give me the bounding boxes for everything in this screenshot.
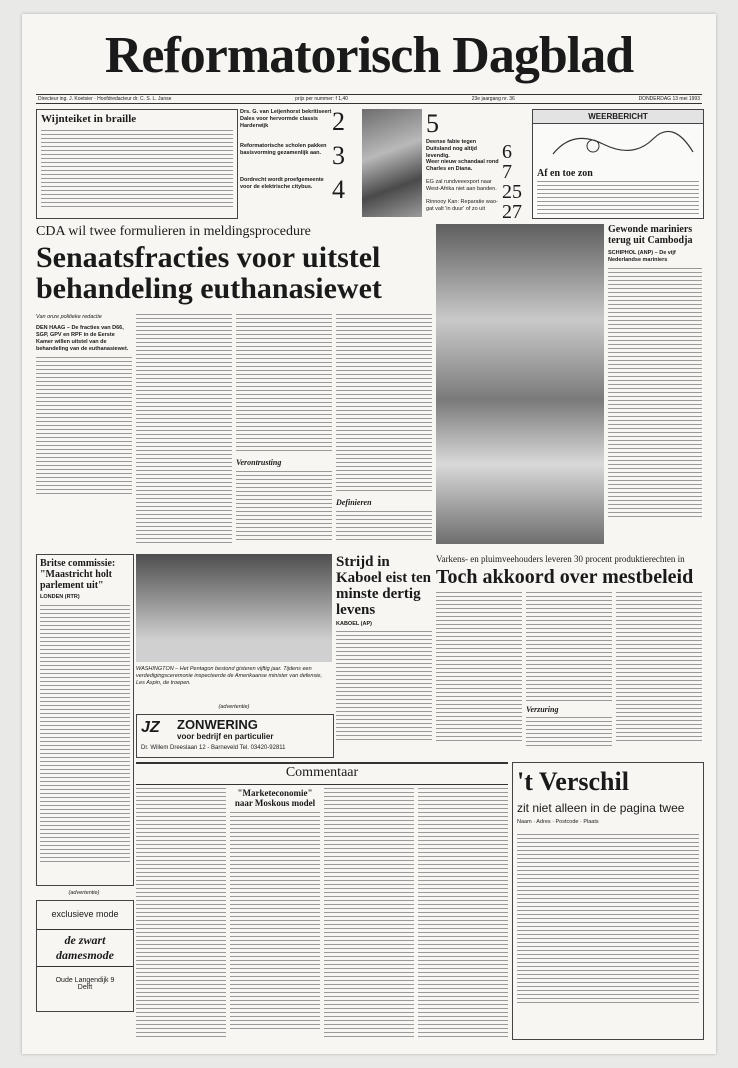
ad-label: (advertentie) (68, 890, 100, 896)
ad-verschil-line1: 't Verschil (517, 767, 629, 796)
ad-mode[interactable] (36, 900, 134, 1012)
masthead-title: Reformatorisch Dagblad (104, 27, 634, 84)
ad-zonwering-title: ZONWERING (177, 717, 258, 732)
ad-mode-address2: Delft (77, 984, 93, 991)
marines-photo (436, 224, 604, 544)
index-photo-num: 5 (426, 109, 439, 138)
index-box-middle (240, 109, 358, 217)
index-box-right (426, 139, 526, 223)
index-box-left (36, 109, 238, 219)
lead-column-3 (236, 314, 332, 544)
marines-dateline: SCHIPHOL (ANP) – De vijf Nederlandse mariniers (608, 250, 676, 263)
kaboel-story (336, 554, 432, 754)
commentaar-column-3 (324, 788, 414, 1038)
dateline-middle: prijs per nummer: f 1,40 (295, 96, 348, 102)
mest-kicker: Varkens- en pluimveehouders leveren 30 procent produktierechten in (436, 554, 685, 564)
index-item[interactable]: Weer nieuw schandaal rond Charles en Diana. 7 (426, 159, 512, 183)
lead-subhead: Definieren (336, 498, 372, 507)
kaboel-headline: Strijd in Kaboel eist ten minste dertig levens (336, 554, 431, 618)
ad-verschil[interactable] (512, 762, 704, 1040)
mest-subhead: Verzuring (526, 705, 559, 714)
lead-column-4 (336, 314, 432, 544)
britse-headline: Britse commissie: "Maastricht holt parlement uit" (40, 558, 116, 591)
marines-headline: Gewonde mariniers terug uit Cambodja (608, 224, 693, 246)
index-top-story-title: Wijnteiket in braille (41, 113, 137, 125)
lead-subhead: Verontrusting (236, 458, 282, 467)
lead-column-2 (136, 314, 232, 544)
ad-zonwering-brand: JZ (141, 719, 160, 736)
ad-verschil-small: Naam · Adres · Postcode · Plaats (517, 819, 599, 825)
dateline-bar (36, 94, 702, 104)
ad-label: (advertentie) (218, 704, 250, 710)
pentagon-caption: WASHINGTON – Het Pentagon bestond gisteren vijftig jaar. Tijdens een verdedigingsceremonie inspecteerde de Amerikaanse minister van defensie, Les Aspin, de troepen. (136, 666, 322, 686)
lead-column-1 (36, 314, 132, 544)
britse-story (36, 554, 134, 886)
commentaar-header: Commentaar (285, 765, 359, 780)
ad-zonwering-contact: Dr. Willem Dreeslaan 12 - Barneveld Tel. 03420-92811 (141, 745, 286, 751)
index-item[interactable]: EG zal rundveeexport naar West-Afrika niet aan banden. 25 (426, 179, 522, 203)
weather-header: WEERBERICHT (533, 110, 703, 124)
dateline-right: 23e jaargang nr. 36 (471, 96, 515, 102)
ad-verschil-line2: zit niet alleen in de pagina twee (517, 801, 685, 815)
commentaar-header-bar (136, 762, 508, 785)
newspaper-page (22, 14, 716, 1054)
index-item[interactable]: Reformatorische scholen pakken basisvorming gezamenlijk aan. 3 (240, 141, 345, 170)
marines-story (608, 224, 702, 544)
index-photo (362, 109, 422, 217)
weather-title: Af en toe zon (537, 168, 593, 179)
index-item[interactable]: Drs. G. van Leijenhorst bekritiseert Dales voor hervormde classis Harderwijk 2 (240, 107, 345, 136)
ad-zonwering-line: voor bedrijf en particulier (177, 732, 274, 741)
ad-zonwering[interactable] (136, 714, 334, 758)
dateline-date: DONDERDAG 13 mei 1993 (638, 96, 700, 102)
weather-map (533, 124, 701, 164)
lead-byline: Van onze politieke redactie (36, 314, 102, 320)
commentaar-column-1 (136, 788, 226, 1038)
pentagon-photo (136, 554, 332, 662)
kaboel-dateline: KABOEL (AP) (336, 621, 372, 627)
dateline-left: Directeur ing. J. Koetsier · Hoofdredacteur dr. C. S. L. Janse (38, 96, 172, 102)
mest-headline: Toch akkoord over mestbeleid (436, 566, 694, 588)
lead-headline: Senaatsfracties voor uitstel behandeling euthanasiewet (36, 241, 382, 305)
ad-mode-address1: Oude Langendijk 9 (55, 977, 115, 984)
britse-dateline: LONDEN (RTR) (40, 594, 80, 600)
commentaar-column-2 (230, 788, 320, 1038)
ad-mode-title: exclusieve mode (51, 909, 119, 919)
commentaar-column-4 (418, 788, 508, 1038)
lead-kicker: CDA wil twee formulieren in meldingsprocedure (36, 224, 311, 239)
weather-box (532, 109, 704, 219)
mest-story (436, 554, 702, 754)
index-item[interactable]: Deense fabie tegen Duitsland nog altijd levendig. 6 (426, 139, 512, 163)
lead-intro: DEN HAAG – De fracties van D66, SGP, GPV en RPF in de Eerste Kamer willen uitstel van de behandeling van de euthanasiewet. (36, 325, 129, 352)
index-item[interactable]: Dordrecht wordt proefgemeente voor de elektrische citybus. 4 (240, 175, 345, 204)
index-item[interactable]: Rinnooy Kan: Reparatie wao-gat valt 'in duur' of zo uit 27 (426, 199, 522, 223)
commentaar-title: "Marketeconomie" naar Moskous model (234, 788, 316, 808)
ad-mode-brand: de zwart damesmode (37, 929, 133, 967)
